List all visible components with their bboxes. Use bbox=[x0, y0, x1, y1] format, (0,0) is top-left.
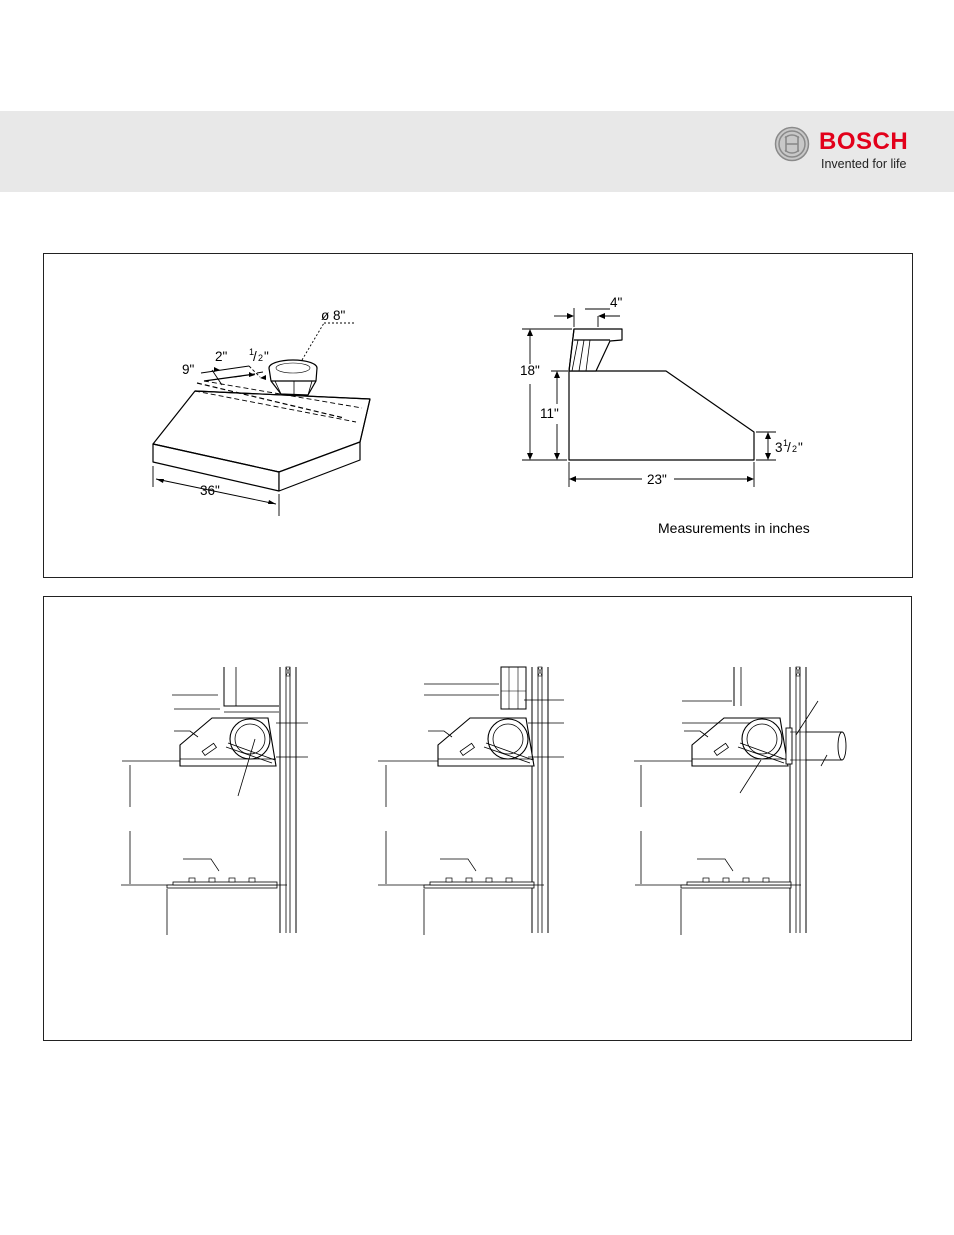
dim-front-height-whole: 3 bbox=[775, 440, 783, 455]
brand-tagline: Invented for life bbox=[821, 157, 907, 171]
dim-half-den: 2 bbox=[258, 353, 264, 363]
installation-under-cabinet bbox=[121, 667, 308, 935]
dim-front-height-den: 2 bbox=[792, 444, 798, 454]
dim-front-height-num: 1 bbox=[783, 438, 789, 448]
dim-half-num: 1 bbox=[249, 347, 255, 357]
dim-front-height-slash: / bbox=[787, 440, 791, 455]
dim-front-height-inch: " bbox=[798, 440, 803, 455]
installation-panel bbox=[43, 596, 912, 1041]
dimensions-panel bbox=[43, 253, 913, 578]
side-profile-drawing bbox=[522, 308, 776, 487]
dim-half-inch: " bbox=[264, 349, 269, 364]
installation-drawing bbox=[44, 597, 911, 1040]
dim-depth-top: 9" bbox=[182, 362, 195, 377]
dim-duct-diameter: ø 8" bbox=[321, 308, 346, 323]
bosch-armature-icon bbox=[774, 126, 810, 162]
dim-width: 36" bbox=[200, 483, 220, 498]
dim-half-slash: / bbox=[253, 349, 257, 364]
dim-duct-depth: 4" bbox=[610, 295, 623, 310]
brand-name: BOSCH bbox=[819, 128, 909, 155]
installation-rear-wall-duct bbox=[634, 667, 846, 935]
brand-logo bbox=[774, 126, 924, 176]
installation-vertical-duct bbox=[378, 667, 564, 935]
hood-3d-drawing bbox=[153, 323, 370, 516]
dim-depth: 23" bbox=[647, 472, 667, 487]
measurement-note: Measurements in inches bbox=[658, 520, 810, 536]
dim-total-height: 18" bbox=[520, 363, 540, 378]
dim-body-height: 11" bbox=[540, 406, 559, 421]
dim-offset: 2" bbox=[215, 349, 228, 364]
